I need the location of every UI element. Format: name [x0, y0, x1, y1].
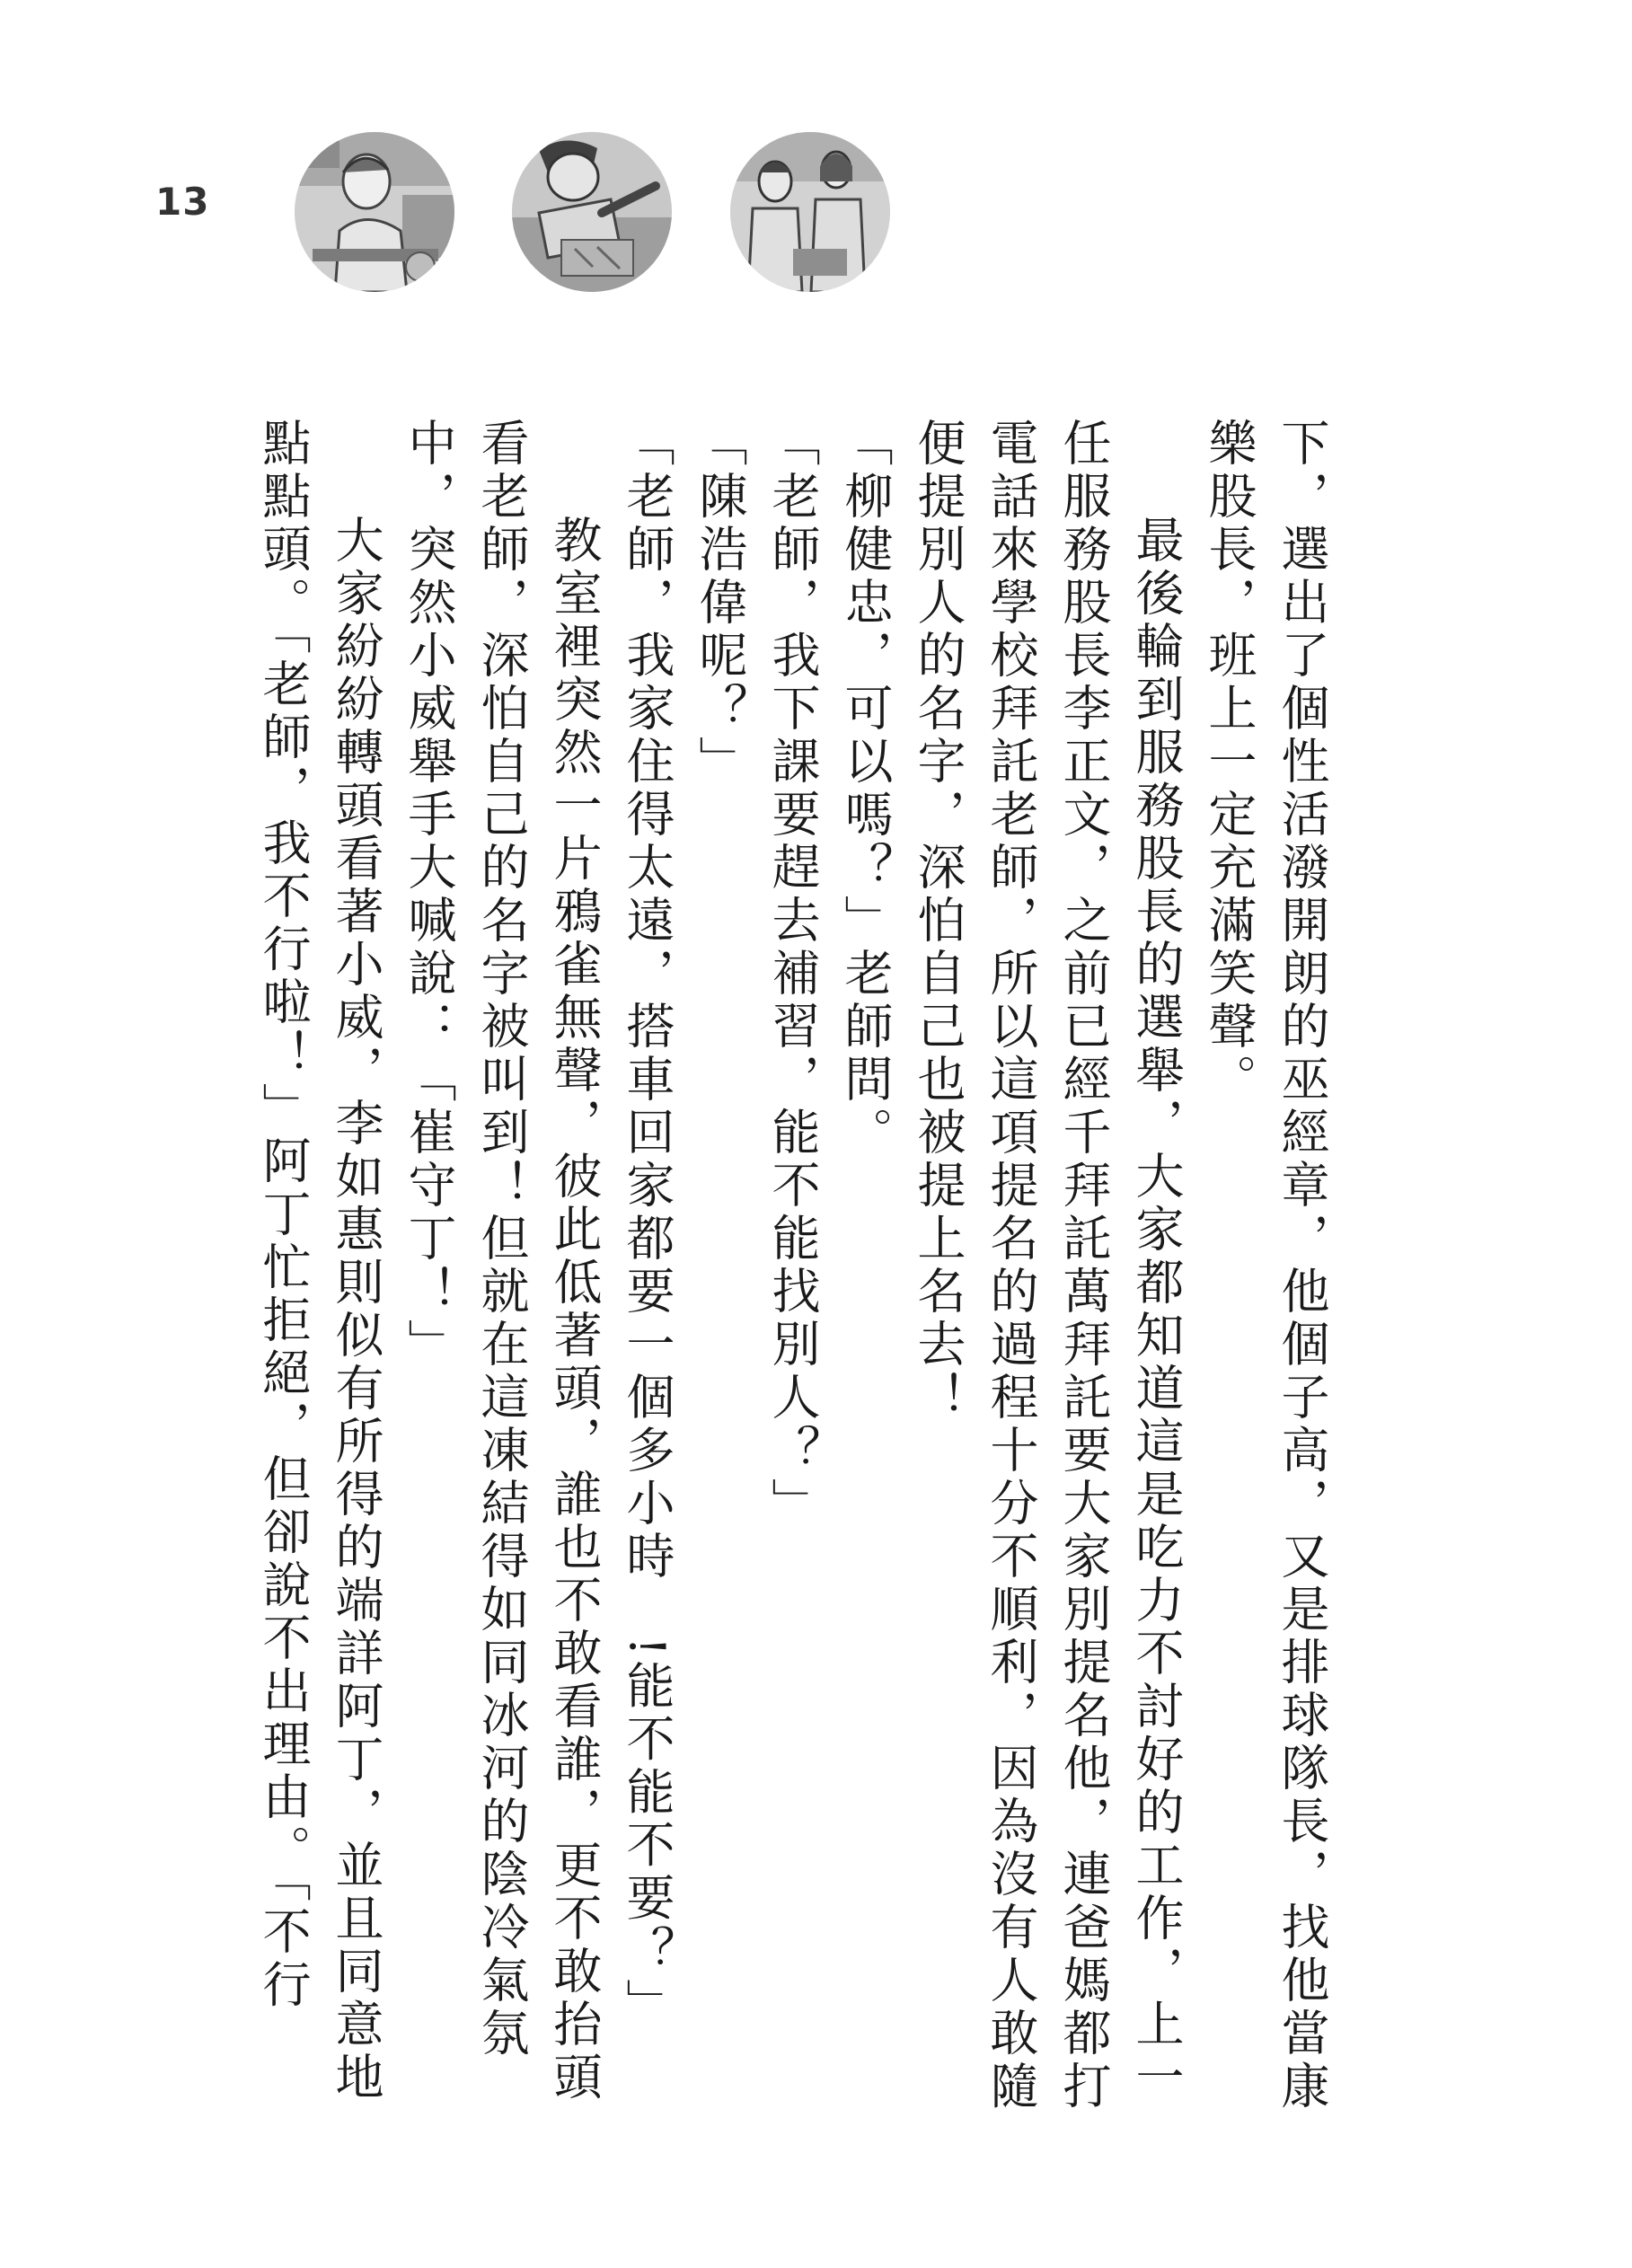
text-line: 中，突然小威舉手大喊說：「崔守丁！」: [401, 418, 457, 1372]
text-line: 下，選出了個性活潑開朗的巫經章，他個子高，又是排球隊長，找他當康: [1274, 418, 1330, 2114]
text-line: 最後輪到服務股長的選舉，大家都知道這是吃力不討好的工作，上一: [1128, 515, 1185, 2105]
text-line: 看老師，深怕自己的名字被叫到！但就在這凍結得如同冰河的陰冷氣氛: [473, 418, 530, 2061]
vertical-body-text: [255, 418, 1338, 2114]
text-line: 樂股長，班上一定充滿笑聲。: [1201, 418, 1257, 1107]
page-number: 13: [155, 180, 210, 224]
text-line: 「陳浩偉呢？」: [692, 418, 748, 789]
students-group-illustration: [730, 132, 890, 292]
text-line: 「老師，我家住得太遠，搭車回家都要一個多小時 !能不能不要？」: [619, 418, 675, 2032]
text-line: 「柳健忠，可以嗎？」老師問。: [837, 418, 894, 1160]
text-line: 大家紛紛轉頭看著小威，李如惠則似有所得的端詳阿丁，並且同意地: [328, 515, 384, 2105]
text-line: 「老師，我下課要趕去補習，能不能找別人？」: [764, 418, 821, 1531]
text-line: 任服務股長李正文，之前已經千拜託萬拜託要大家別提名他，連爸媽都打: [1055, 418, 1112, 2114]
boy-reaching-illustration: [512, 132, 672, 292]
text-line: 便提別人的名字，深怕自己也被提上名去！: [910, 418, 966, 1425]
boy-at-desk-illustration: [295, 132, 454, 292]
text-line: 電話來學校拜託老師，所以這項提名的過程十分不順利，因為沒有人敢隨: [983, 418, 1039, 2114]
text-line: 點點頭。「老師，我不行啦！」阿丁忙拒絕，但卻說不出理由。「不行: [255, 418, 312, 2012]
text-line: 教室裡突然一片鴉雀無聲，彼此低著頭，誰也不敢看誰，更不敢抬頭: [546, 515, 603, 2105]
